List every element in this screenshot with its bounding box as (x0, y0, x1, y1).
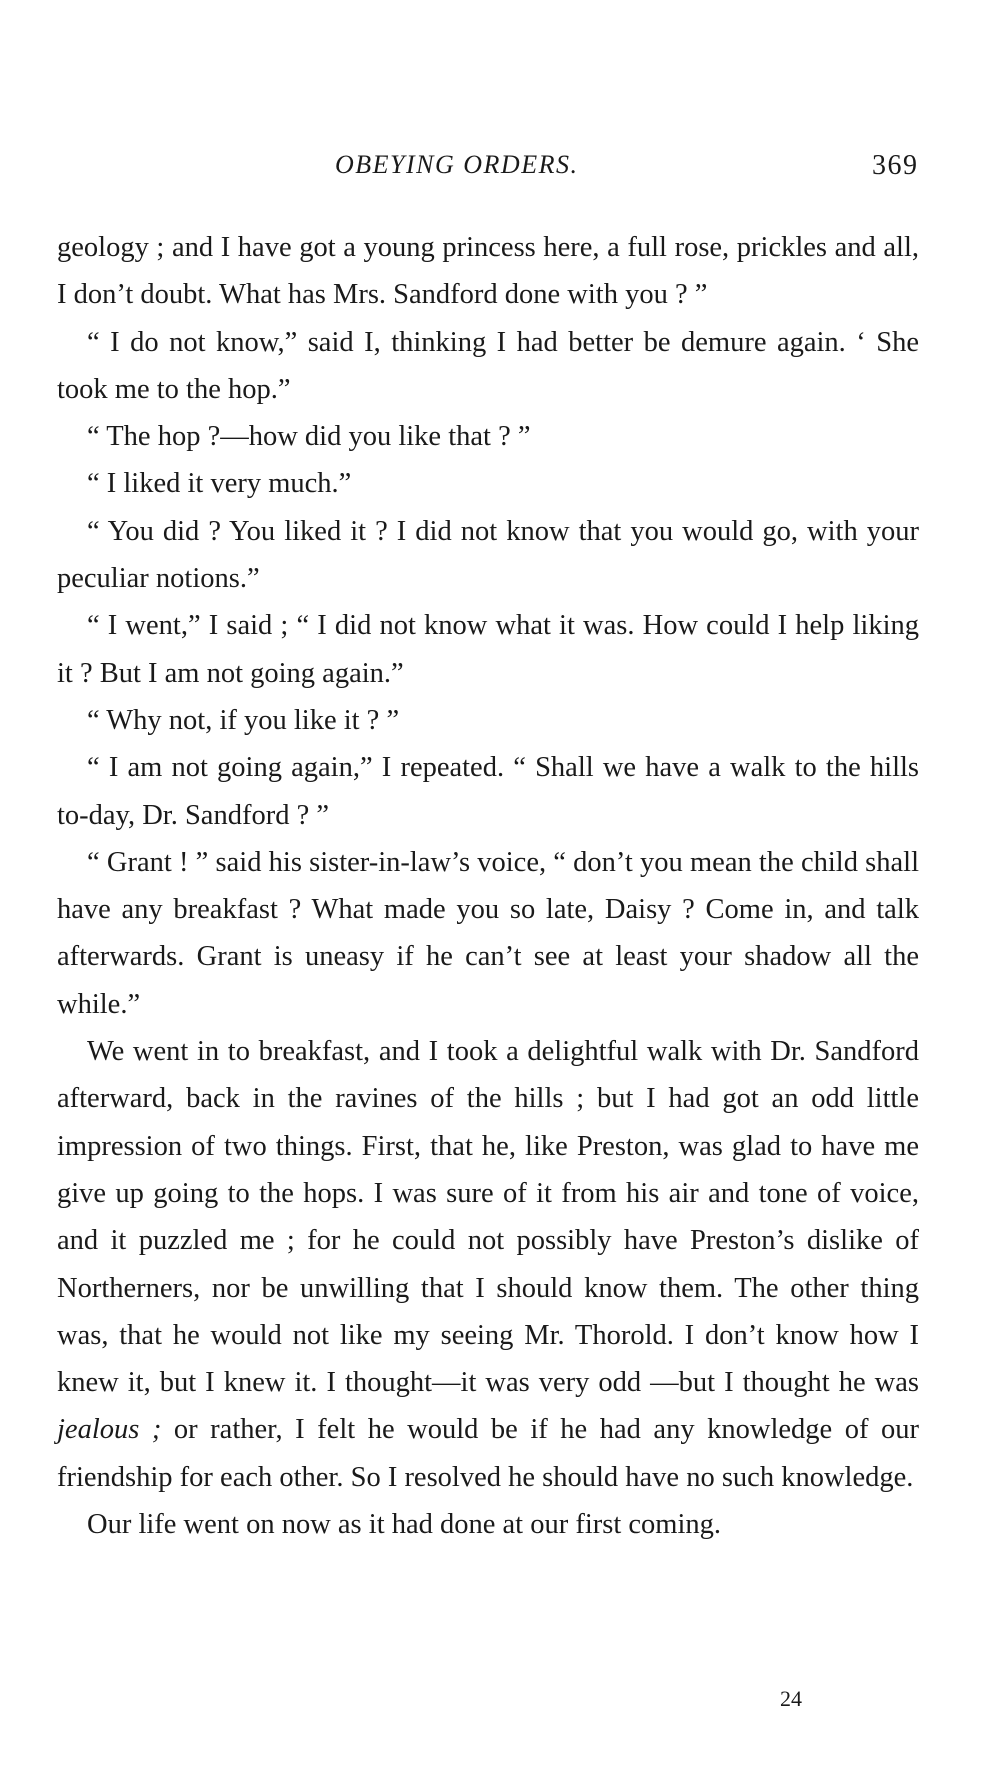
paragraph: “ I do not know,” said I, thinking I had better be demure again. ‘ She took me to the hop.” (57, 326, 919, 405)
paragraph: “ I liked it very much.” (87, 468, 352, 500)
emphasized-word: jealous ; (57, 1414, 162, 1446)
paragraph: Our life went on now as it had done at our first coming. (87, 1509, 721, 1541)
paragraph: “ Why not, if you like it ? ” (87, 704, 400, 736)
paragraph: “ You did ? You liked it ? I did not know that you would go, with your peculiar notions.” (57, 515, 919, 595)
paragraph-text: We went in to breakfast, and I took a delightful walk with Dr. Sandford afterward, back in the ravines of the hills ; but I had got an odd little impression of two things. First, that he, like Preston, was glad to have me give up going to the hops. I was sure of it from his air and tone of voice, and it puzzled me ; for he could not possibly have Preston’s dislike of Northerners, nor be unwilling that I should know them. The other thing was, that he would not like my seeing Mr. Thorold. I don’t know how I knew it, but I knew it. I thought—it was very odd —but I thought he was (57, 1036, 919, 1399)
paragraph: “ I am not going again,” I repeated. “ Shall we have a walk to the hills to-day, Dr. Sandford ? ” (57, 752, 919, 831)
paragraph (57, 1028, 919, 1501)
page-number: 369 (872, 150, 919, 181)
paragraph: “ The hop ?—how did you like that ? ” (87, 421, 531, 453)
body-text (57, 224, 919, 1548)
signature-mark: 24 (780, 1686, 802, 1711)
paragraph: geology ; and I have got a young princess here, a full rose, prickles and all, I don’t doubt. What has Mrs. Sandford done with you ? ” (57, 232, 919, 311)
paragraph-text: or rather, I felt he would be if he had any knowledge of our friendship for each other. So I resolved he should have no such knowledge. (57, 1414, 919, 1493)
paragraph: “ I went,” I said ; “ I did not know what it was. How could I help liking it ? But I am not going again.” (57, 610, 919, 689)
paragraph: “ Grant ! ” said his sister-in-law’s voice, “ don’t you mean the child shall have any breakfast ? What made you so late, Daisy ? Come in, and talk afterwards. Grant is uneasy if he can’t see at least your shadow all the while.” (57, 846, 919, 1020)
running-title: OBEYING ORDERS. (335, 150, 579, 179)
